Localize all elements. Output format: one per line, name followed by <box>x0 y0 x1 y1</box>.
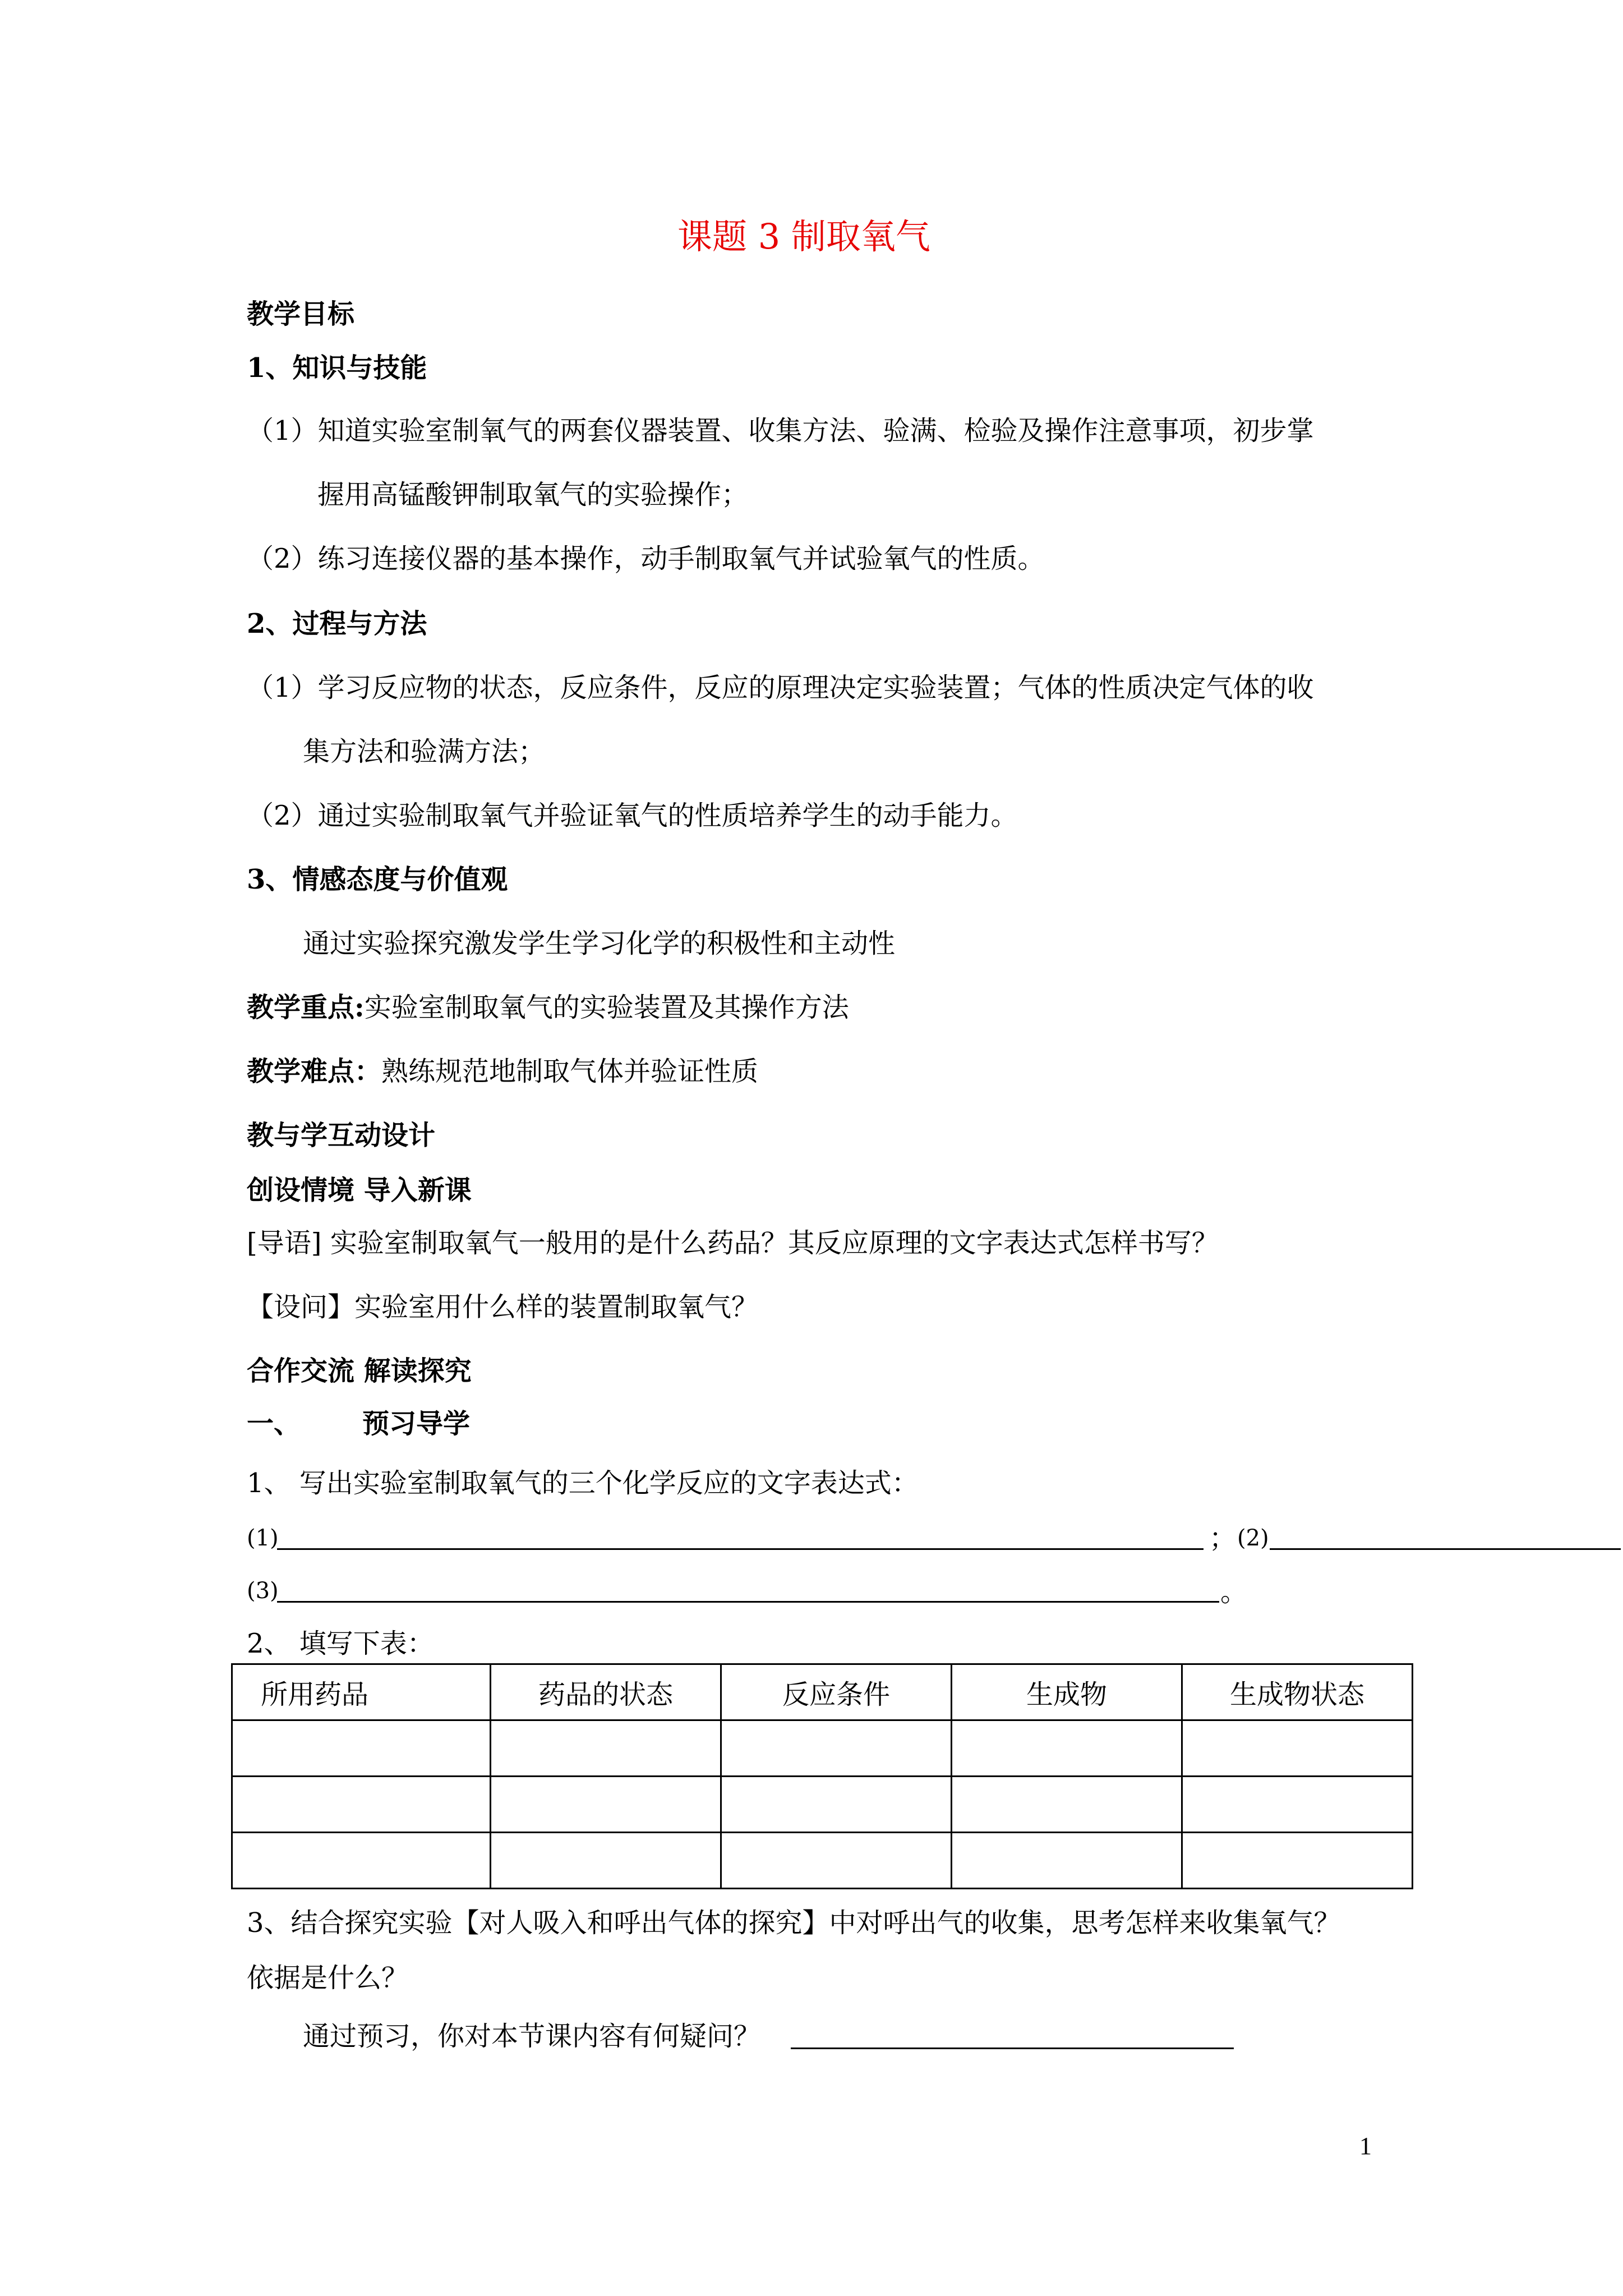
table-header-cell: 所用药品 <box>232 1664 491 1720</box>
blank-2-label: (2) <box>1237 1525 1269 1551</box>
difficulty-text: 熟练规范地制取气体并验证性质 <box>381 1056 759 1087</box>
table-cell[interactable] <box>952 1720 1182 1777</box>
table-cell[interactable] <box>952 1833 1182 1889</box>
difficulty-label: 教学难点： <box>247 1056 382 1087</box>
intro-text: [导语] 实验室制取氧气一般用的是什么药品？其反应原理的文字表达式怎样书写？ <box>247 1227 1219 1259</box>
key-point-label: 教学重点: <box>247 992 365 1023</box>
table-row <box>232 1777 1413 1833</box>
preview-number: 一、 <box>247 1408 301 1439</box>
question-3-line-2: 依据是什么？ <box>247 1962 409 1994</box>
section-1-item-2: （2）练习连接仪器的基本操作，动手制取氧气并试验氧气的性质。 <box>247 543 1045 574</box>
table-row <box>232 1720 1413 1777</box>
blank-2-line[interactable] <box>1270 1548 1621 1550</box>
question-2-text: 2、 填写下表： <box>247 1628 434 1659</box>
blank-separator: ； <box>1209 1522 1237 1554</box>
page-number: 1 <box>1359 2132 1372 2160</box>
interaction-heading: 教与学互动设计 <box>247 1120 436 1151</box>
table-cell[interactable] <box>721 1833 952 1889</box>
table-cell[interactable] <box>232 1720 491 1777</box>
section-1-item-1-line-2: 握用高锰酸钾制取氧气的实验操作； <box>317 479 749 510</box>
doubt-blank-line[interactable] <box>791 2047 1234 2049</box>
table-cell[interactable] <box>952 1777 1182 1833</box>
table-cell[interactable] <box>1182 1833 1413 1889</box>
table-header-cell: 生成物 <box>952 1664 1182 1720</box>
table-header-cell: 反应条件 <box>721 1664 952 1720</box>
difficulty-line <box>247 1055 758 1088</box>
section-2-heading: 2、过程与方法 <box>247 608 427 639</box>
section-2-item-1-line-1: （1）学习反应物的状态，反应条件，反应的原理决定实验装置；气体的性质决定气体的收 <box>247 672 1314 703</box>
question-3-line-1: 3、结合探究实验【对人吸入和呼出气体的探究】中对呼出气的收集，思考怎样来收集氧气？ <box>247 1907 1341 1939</box>
blank-3-line[interactable] <box>277 1601 1219 1603</box>
table-cell[interactable] <box>232 1777 491 1833</box>
scene-heading: 创设情境 导入新课 <box>247 1175 472 1206</box>
table-header-row <box>232 1664 1413 1720</box>
blank-1-label: (1) <box>247 1525 279 1551</box>
table-cell[interactable] <box>232 1833 491 1889</box>
table-cell[interactable] <box>721 1720 952 1777</box>
preview-heading: 预习导学 <box>362 1408 471 1439</box>
section-1-item-1-line-1: （1）知道实验室制氧气的两套仪器装置、收集方法、验满、检验及操作注意事项，初步掌 <box>247 415 1314 447</box>
objectives-heading: 教学目标 <box>247 298 355 330</box>
question-text: 【设问】实验室用什么样的装置制取氧气？ <box>247 1291 759 1323</box>
table-cell[interactable] <box>1182 1777 1413 1833</box>
section-3-heading: 3、情感态度与价值观 <box>247 864 508 895</box>
coop-heading: 合作交流 解读探究 <box>247 1355 472 1387</box>
blank-3-label: (3) <box>247 1578 279 1604</box>
table-header-cell: 药品的状态 <box>491 1664 721 1720</box>
page-title: 课题 3 制取氧气 <box>677 216 930 257</box>
doubt-text: 通过预习，你对本节课内容有何疑问？ <box>303 2021 761 2052</box>
blank-3-end: 。 <box>1220 1576 1248 1608</box>
table-cell[interactable] <box>491 1777 721 1833</box>
key-point-text: 实验室制取氧气的实验装置及其操作方法 <box>364 992 849 1023</box>
section-3-text: 通过实验探究激发学生学习化学的积极性和主动性 <box>303 928 896 959</box>
question-1-text: 1、 写出实验室制取氧气的三个化学反应的文字表达式： <box>247 1467 919 1499</box>
table-cell[interactable] <box>491 1833 721 1889</box>
blank-1-line[interactable] <box>277 1548 1204 1550</box>
section-2-item-2: （2）通过实验制取氧气并验证氧气的性质培养学生的动手能力。 <box>247 800 1018 831</box>
table-header-cell: 生成物状态 <box>1182 1664 1413 1720</box>
table-cell[interactable] <box>1182 1720 1413 1777</box>
table-row <box>232 1833 1413 1889</box>
key-point-line <box>247 991 849 1024</box>
fill-in-table <box>231 1663 1413 1889</box>
section-1-heading: 1、知识与技能 <box>247 352 427 384</box>
section-2-item-1-line-2: 集方法和验满方法； <box>303 736 546 767</box>
table-cell[interactable] <box>721 1777 952 1833</box>
table-cell[interactable] <box>491 1720 721 1777</box>
